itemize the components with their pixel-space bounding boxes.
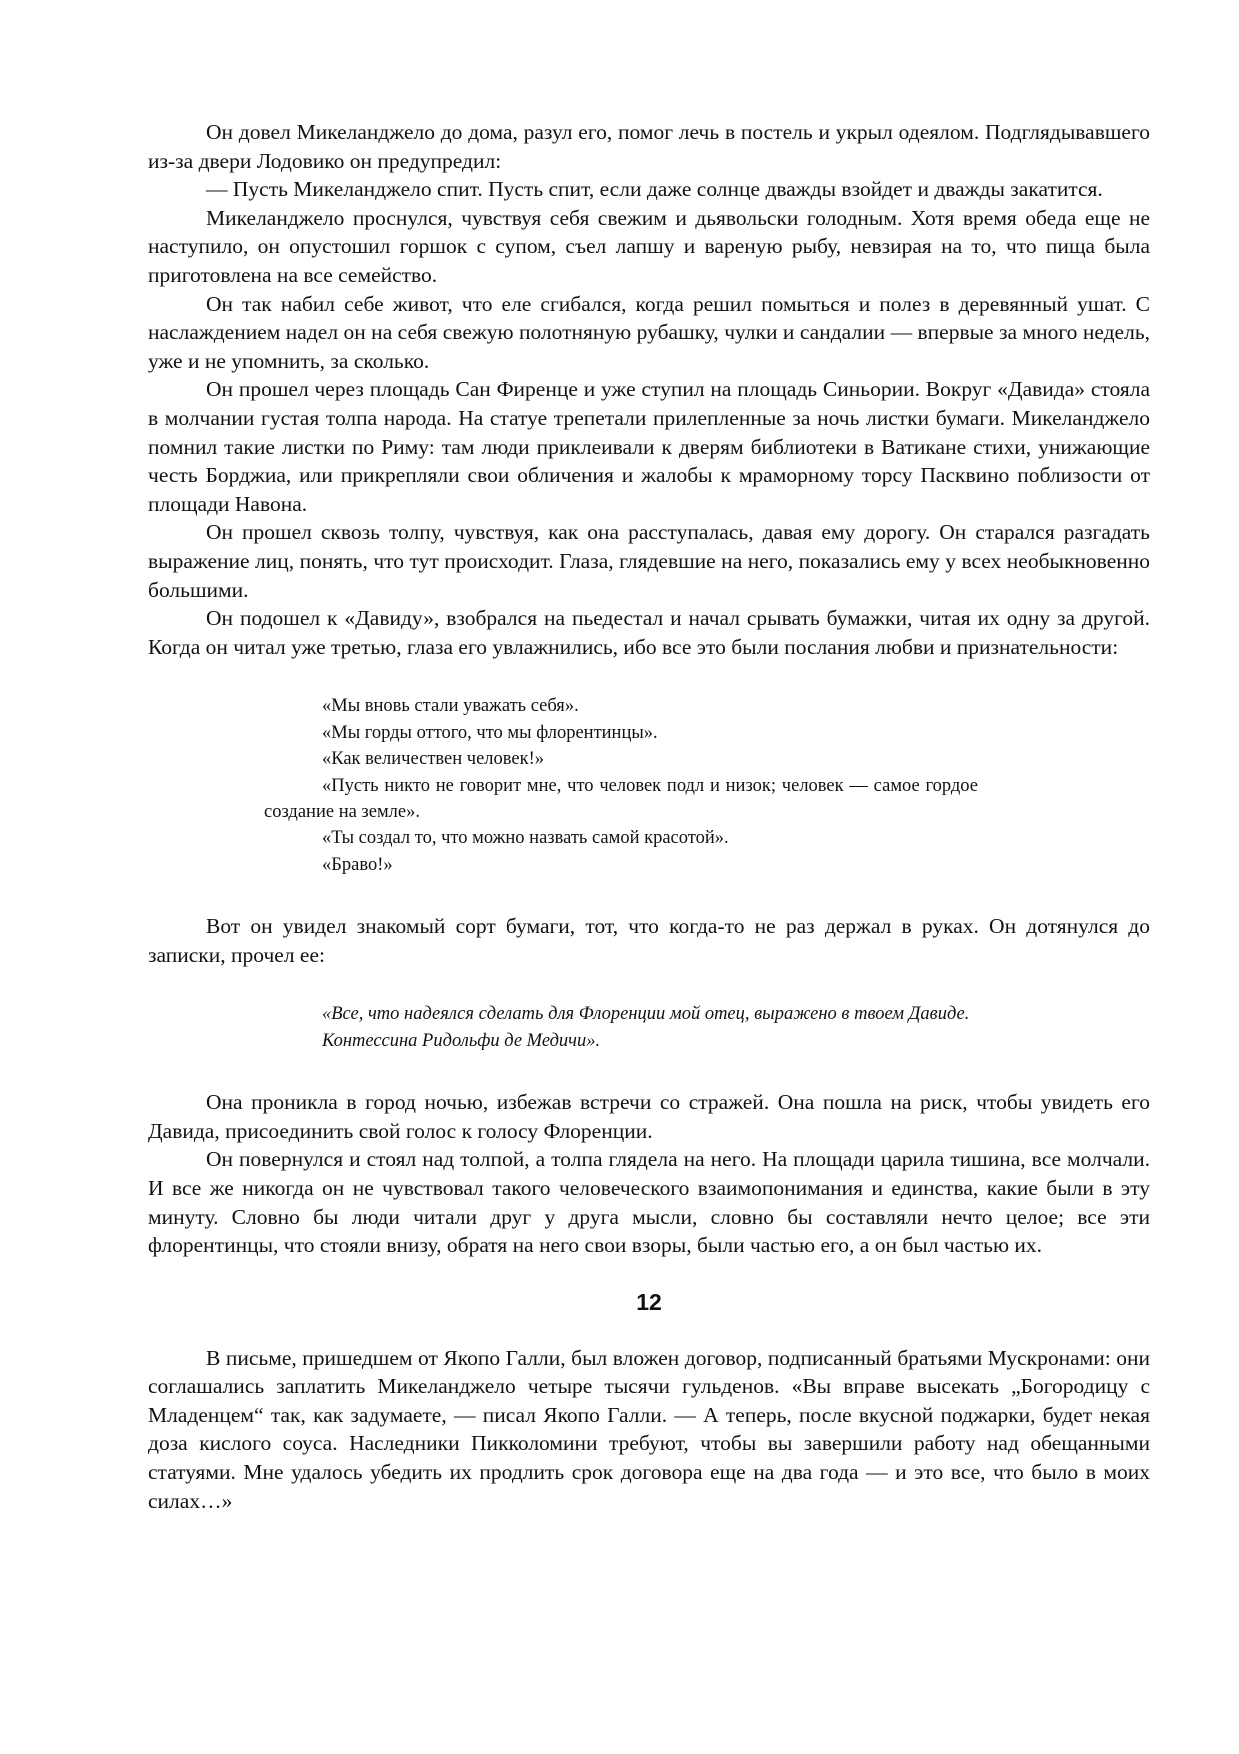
paragraph: Он подошел к «Давиду», взобрался на пьедестал и начал срывать бумажки, читая их одну за другой. Когда он читал уже третью, глаза его увлажнились, ибо все это были послания любви и признательности:: [148, 606, 1150, 659]
page-text: [148, 118, 1150, 1515]
paragraph: — Пусть Микеланджело спит. Пусть спит, если даже солнце дважды взойдет и дважды закатится.: [206, 177, 1103, 202]
paragraph: Он повернулся и стоял над толпой, а толпа глядела на него. На площади царила тишина, все молчали. И все же никогда он не чувствовал такого человеческого взаимопонимания и единства, какие были в эту минуту. Словно бы люди читали друг у друга мысли, словно бы составляли нечто целое; все эти флорентинцы, что стояли внизу, обратя на него свои взоры, были частью его, а он был частью их.: [148, 1147, 1150, 1258]
paragraph: Микеланджело проснулся, чувствуя себя свежим и дьявольски голодным. Хотя время обеда еще не наступило, он опустошил горшок с супом, съел лапшу и вареную рыбу, невзирая на то, что пища была приготовлена на все семейство.: [148, 205, 1150, 287]
note-line: «Ты создал то, что можно назвать самой красотой».: [322, 828, 729, 849]
chapter-heading: 12: [636, 1288, 662, 1315]
note-line: «Браво!»: [322, 854, 393, 875]
letter-signature: Контессина Ридольфи де Медичи».: [322, 1030, 601, 1051]
paragraph: Он прошел через площадь Сан Фиренце и уже ступил на площадь Синьории. Вокруг «Давида» стояла в молчании густая толпа народа. На статуе трепетали прилепленные за ночь листки бумаги. Микеланджело помнил такие листки по Риму: там люди приклеивали к дверям библиотеки в Ватикане стихи, унижающие честь Борджиа, или прикрепляли свои обличения и жалобы к мраморному торсу Пасквино поблизости от площади Навона.: [148, 377, 1150, 516]
note-line: «Как величествен человек!»: [322, 749, 545, 770]
paragraph: Он довел Микеланджело до дома, разул его, помог лечь в постель и укрыл одеялом. Подглядывавшего из-за двери Лодовико он предупредил:: [148, 120, 1150, 173]
note-line: «Мы горды оттого, что мы флорентинцы».: [322, 722, 658, 743]
paragraph: Он прошел сквозь толпу, чувствуя, как она расступалась, давая ему дорогу. Он старался разгадать выражение лиц, понять, что тут происходит. Глаза, глядевшие на него, показались ему у всех необыкновенно большими.: [148, 520, 1150, 602]
notes-block: [148, 693, 978, 878]
letter-line: «Все, что надеялся сделать для Флоренции мой отец, выражено в твоем Давиде.: [322, 1004, 970, 1025]
paragraph: В письме, пришедшем от Якопо Галли, был вложен договор, подписанный братьями Мускронами: они соглашались заплатить Микеланджело четыре тысячи гульденов. «Вы вправе высекать „Богородицу с Младенцем“ так, как задумаете, — писал Якопо Галли. — А теперь, после вкусной поджарки, будет некая доза кислого соуса. Наследники Пикколомини требуют, чтобы вы завершили работу над обещанными статуями. Мне удалось убедить их продлить срок договора еще на два года — и это все, что было в моих силах…»: [148, 1345, 1150, 1513]
paragraph: Она проникла в город ночью, избежав встречи со стражей. Она пошла на риск, чтобы увидеть его Давида, присоединить свой голос к голосу Флоренции.: [148, 1090, 1150, 1143]
letter-block: [148, 1001, 978, 1054]
note-line: «Пусть никто не говорит мне, что человек подл и низок; человек — самое гордое создание на земле».: [264, 775, 978, 822]
paragraph: Он так набил себе живот, что еле сгибался, когда решил помыться и полез в деревянный ушат. С наслаждением надел он на себя свежую полотняную рубашку, чулки и сандалии — впервые за много недель, уже и не упомнить, за сколько.: [148, 291, 1150, 373]
paragraph: Вот он увидел знакомый сорт бумаги, тот, что когда-то не раз держал в руках. Он дотянулся до записки, прочел ее:: [148, 914, 1150, 967]
note-line: «Мы вновь стали уважать себя».: [322, 696, 579, 717]
